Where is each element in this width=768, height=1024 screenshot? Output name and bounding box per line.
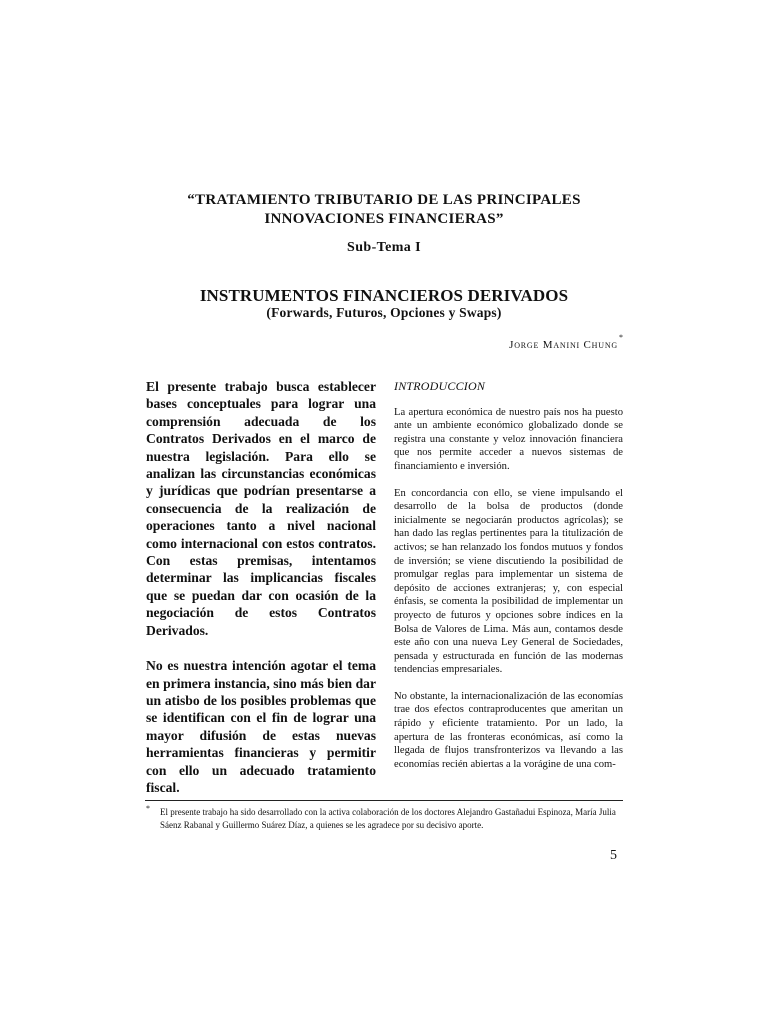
abstract-column (146, 378, 376, 814)
footnote-divider (145, 800, 623, 801)
footnote-marker: * (146, 804, 150, 813)
author-name: Jorge Manini Chung (509, 339, 618, 351)
section-subheading: (Forwards, Futuros, Opciones y Swaps) (266, 305, 502, 320)
footnote-text: El presente trabajo ha sido desarrollado con la activa colaboración de los doctores Alejandro Gastañadui Espinoza, María Julia Sáenz Rabanal y Guillermo Suárez Díaz, a quienes se les agradece por su decisivo aporte. (160, 807, 616, 830)
introduction-paragraph: La apertura económica de nuestro país nos ha puesto ante un ambiente económico globalizado donde se registra una constante y veloz innovación financiera que nos permite acceder a nuevos sistemas de financiamiento e inversión. (394, 406, 623, 472)
introduction-paragraph: No obstante, la internacionalización de las economías trae dos efectos contraproducentes que ameritan un rápido y eficiente tratamiento. Por un lado, la apertura de las fronteras económicas, así como la llegada de flujos transfronterizos va llevando a las economías recién abiertas a la vorágine de una com- (394, 690, 623, 770)
document-title-line-2: INNOVACIONES FINANCIERAS” (264, 211, 504, 227)
introduction-heading: INTRODUCCION (394, 379, 486, 393)
section-heading: INSTRUMENTOS FINANCIEROS DERIVADOS (199, 286, 569, 305)
abstract-paragraph: El presente trabajo busca establecer bases conceptuales para lograr una comprensión adecuada de los Contratos Derivados en el marco de nuestra legislación. Para ello se analizan las circunstancias económicas y jurídicas que podrían presentarse a consecuencia de la realización de operaciones tanto a nivel nacional como internacional con estos contratos. Con estas premisas, intentamos determinar las implicancias fiscales que se puedan dar con ocasión de la negociación de estos Contratos Derivados. (146, 379, 376, 638)
document-title-line-1: “TRATAMIENTO TRIBUTARIO DE LAS PRINCIPALES (187, 192, 581, 208)
introduction-paragraph: En concordancia con ello, se viene impulsando el desarrollo de la bolsa de productos (donde inicialmente se negociarán productos agrícolas); se han dado las reglas pertinentes para la titulización de activos; se han relanzado los fondos mutuos y fondos de inversión; se viene discutiendo la posibilidad de promulgar reglas para implementar un sistema de depósito de acciones extranjeras; y, con especial énfasis, se comenta la posibilidad de implementar un proyecto de futuros y opciones sobre índices en la Bolsa de Valores de Lima. Más aun, contamos desde este año con una nueva Ley General de Sociedades, pensada y estructurada en función de las modernas tendencias empresariales. (394, 487, 623, 676)
subtopic-label: Sub-Tema I (347, 240, 421, 255)
abstract-paragraph: No es nuestra intención agotar el tema en primera instancia, sino más bien dar un atisbo de los posibles problemas que se identifican con el fin de lograr una mayor difusión de estas nuevas herramientas financieras y permitir con ello un adecuado tratamiento fiscal. (146, 658, 376, 795)
page-number: 5 (610, 848, 617, 863)
introduction-column (394, 380, 623, 784)
author-footnote-marker: * (619, 333, 623, 342)
